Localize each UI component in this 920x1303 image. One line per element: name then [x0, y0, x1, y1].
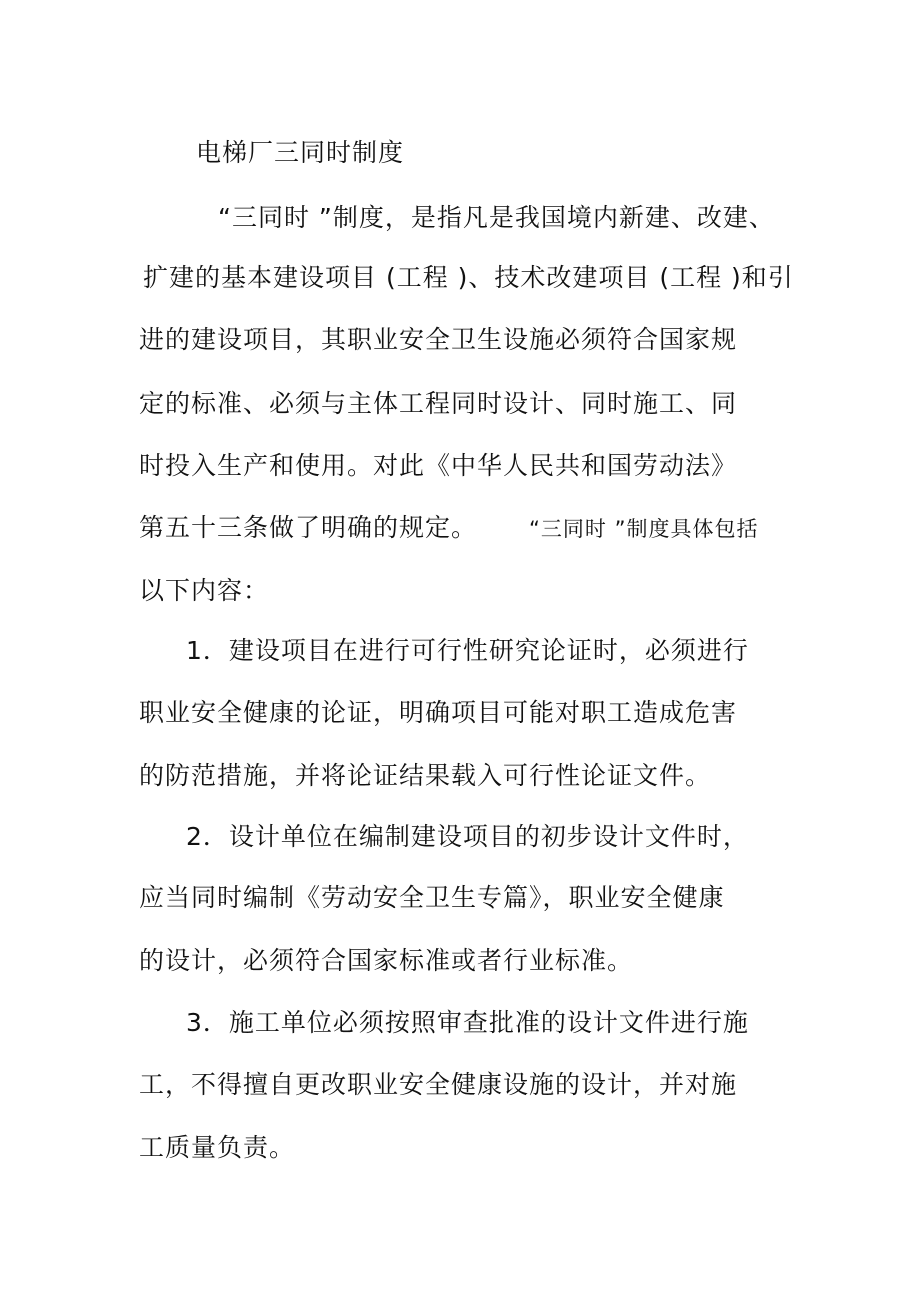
paragraph-line: 进的建设项目，其职业安全卫生设施必须符合国家规	[139, 325, 738, 354]
list-item-line: 工质量负责。	[139, 1133, 296, 1162]
list-item-line: 2．设计单位在编制建设项目的初步设计文件时，	[186, 822, 749, 851]
paragraph-line: “三同时 ”制度，是指凡是我国境内新建、改建、	[218, 203, 775, 232]
list-item-line: 3．施工单位必须按照审查批准的设计文件进行施	[186, 1008, 749, 1037]
list-item-line: 应当同时编制《劳动安全卫生专篇》，职业安全健康	[139, 883, 725, 912]
paragraph-line-small: “三同时 ”制度具体包括	[529, 517, 759, 541]
list-item-line: 工，不得擅自更改职业安全健康设施的设计，并对施	[139, 1070, 738, 1099]
paragraph-line: 第五十三条做了明确的规定。	[139, 513, 478, 542]
list-item-line: 职业安全健康的论证，明确项目可能对职工造成危害	[139, 698, 738, 727]
paragraph-line-container	[139, 513, 758, 544]
paragraph-line: 定的标准、必须与主体工程同时设计、同时施工、同	[139, 389, 738, 418]
document-title: 电梯厂三同时制度	[196, 138, 405, 167]
paragraph-line: 扩建的基本建设项目 (工程 )、技术改建项目 (工程 )和引	[143, 263, 794, 292]
list-item-line: 的设计，必须符合国家标准或者行业标准。	[139, 946, 634, 975]
paragraph-line: 时投入生产和使用。对此《中华人民共和国劳动法》	[139, 451, 738, 480]
paragraph-line: 以下内容：	[139, 576, 270, 605]
list-item-line: 1．建设项目在进行可行性研究论证时，必须进行	[186, 636, 749, 665]
list-item-line: 的防范措施，并将论证结果载入可行性论证文件。	[139, 761, 712, 790]
